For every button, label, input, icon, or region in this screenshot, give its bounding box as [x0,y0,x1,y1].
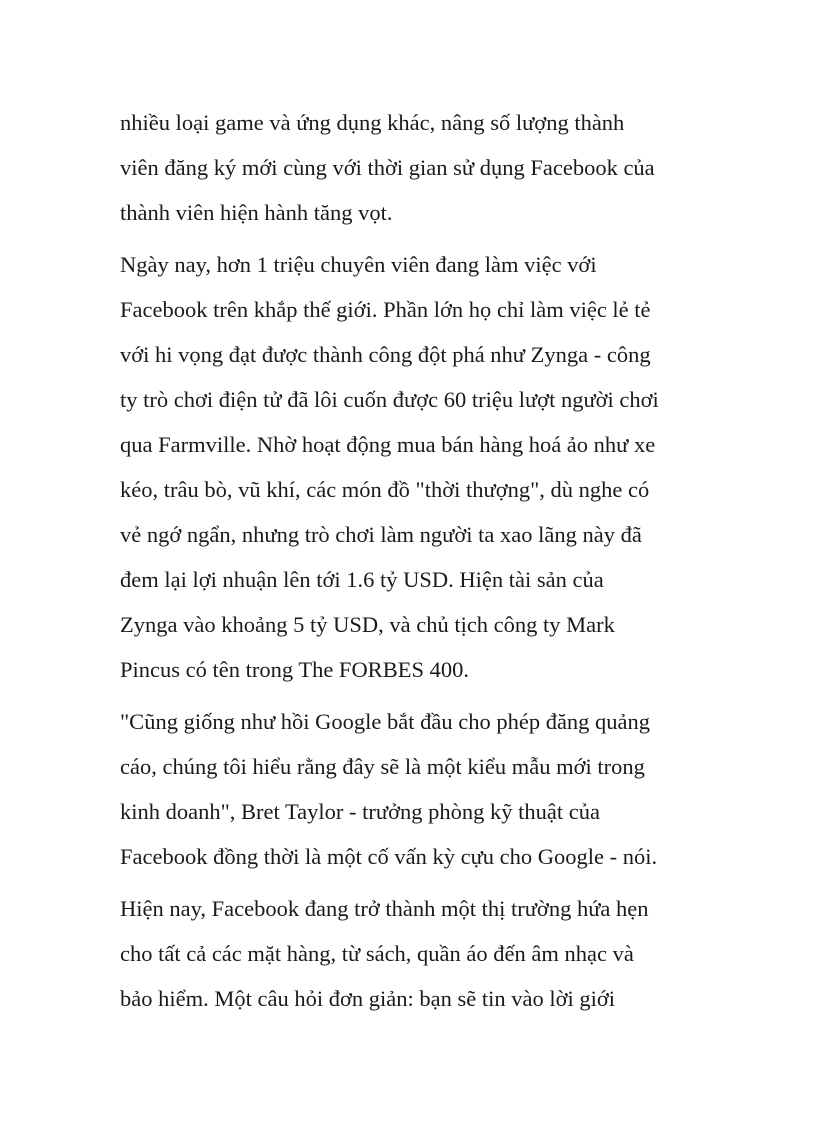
text-line: ty trò chơi điện tử đã lôi cuốn được 60 triệu lượt người chơi [120,387,659,412]
text-line: Pincus có tên trong The FORBES 400. [120,657,469,682]
paragraph-3 [120,699,710,879]
text-line: vẻ ngớ ngẩn, nhưng trò chơi làm người ta xao lãng này đã [120,522,642,547]
text-line: Facebook đồng thời là một cố vấn kỳ cựu cho Google - nói. [120,844,658,869]
text-line: kéo, trâu bò, vũ khí, các món đồ "thời thượng", dù nghe có [120,477,650,502]
text-line: qua Farmville. Nhờ hoạt động mua bán hàng hoá ảo như xe [120,432,656,457]
text-line: Ngày nay, hơn 1 triệu chuyên viên đang làm việc với [120,252,597,277]
paragraph-4 [120,886,710,1021]
text-line: viên đăng ký mới cùng với thời gian sử dụng Facebook của [120,155,655,180]
body-text [120,100,710,1028]
text-line: bảo hiểm. Một câu hỏi đơn giản: bạn sẽ tin vào lời giới [120,986,615,1011]
text-line: thành viên hiện hành tăng vọt. [120,200,393,225]
text-line: cáo, chúng tôi hiểu rằng đây sẽ là một kiểu mẫu mới trong [120,754,645,779]
text-line: Facebook trên khắp thế giới. Phần lớn họ chỉ làm việc lẻ tẻ [120,297,651,322]
text-line: với hi vọng đạt được thành công đột phá như Zynga - công [120,342,651,367]
text-line: Zynga vào khoảng 5 tỷ USD, và chủ tịch công ty Mark [120,612,615,637]
text-line: cho tất cả các mặt hàng, từ sách, quần áo đến âm nhạc và [120,941,634,966]
text-line: đem lại lợi nhuận lên tới 1.6 tỷ USD. Hiện tài sản của [120,567,604,592]
text-line: "Cũng giống như hồi Google bắt đầu cho phép đăng quảng [120,709,651,734]
text-line: Hiện nay, Facebook đang trở thành một thị trường hứa hẹn [120,896,649,921]
paragraph-1 [120,100,710,235]
paragraph-2 [120,242,710,692]
text-line: nhiều loại game và ứng dụng khác, nâng số lượng thành [120,110,625,135]
text-line: kinh doanh", Bret Taylor - trưởng phòng kỹ thuật của [120,799,600,824]
